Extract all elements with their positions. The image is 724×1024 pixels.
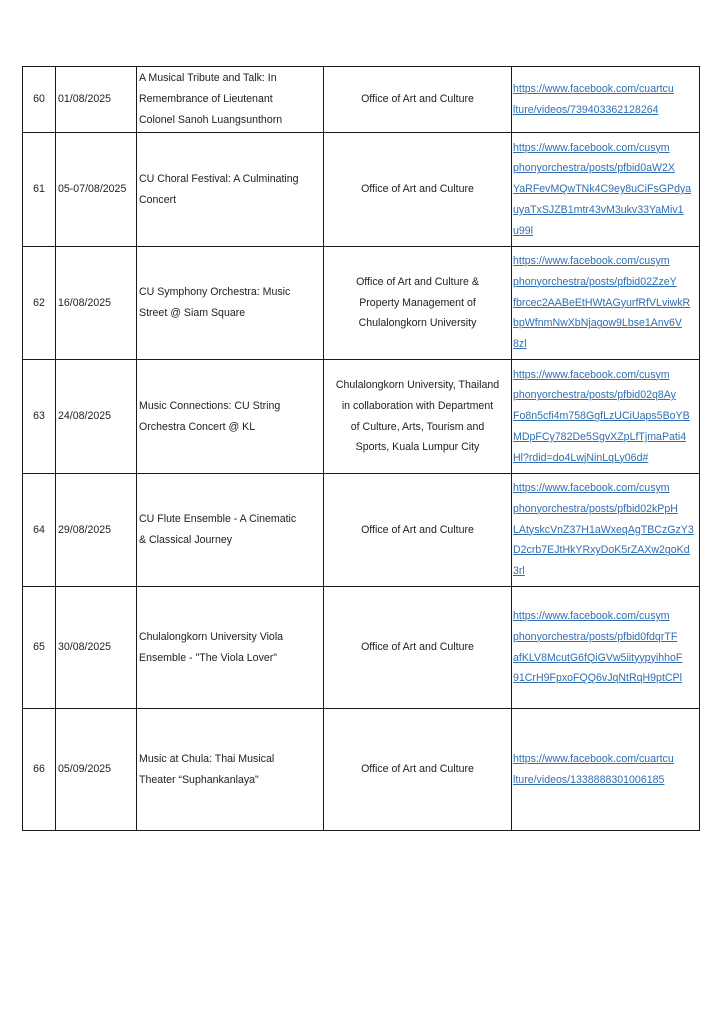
row-number-cell <box>23 247 56 360</box>
event-title-line: Chulalongkorn University Viola <box>139 630 284 643</box>
table-row <box>23 133 700 247</box>
organizer-line: Office of Art and Culture <box>361 763 474 776</box>
organizer-line: Sports, Kuala Lumpur City <box>355 441 480 454</box>
title-cell <box>137 474 324 587</box>
table-row <box>23 709 700 831</box>
organizer-line: Chulalongkorn University, Thailand <box>335 378 500 391</box>
row-number-cell <box>23 587 56 709</box>
organizer-cell <box>324 587 512 709</box>
title-cell <box>137 247 324 360</box>
date-cell <box>56 709 137 831</box>
row-number: 62 <box>33 296 45 309</box>
facebook-link[interactable]: u99l <box>513 224 534 237</box>
link-cell <box>512 67 700 133</box>
event-title-line: Ensemble - "The Viola Lover" <box>139 651 278 664</box>
organizer-cell <box>324 247 512 360</box>
link-cell <box>512 360 700 474</box>
row-number: 64 <box>33 523 45 536</box>
table-row <box>23 360 700 474</box>
facebook-link[interactable]: lture/videos/1338888301006185 <box>513 773 665 786</box>
facebook-link[interactable]: https://www.facebook.com/cusym <box>513 368 670 381</box>
event-title-line: A Musical Tribute and Talk: In <box>139 72 277 85</box>
row-number: 60 <box>33 93 45 106</box>
facebook-link[interactable]: bpWfnmNwXbNjagow9Lbse1Anv6V <box>513 317 682 330</box>
organizer-line: Office of Art and Culture <box>361 523 474 536</box>
event-title-line: Theater “Suphankanlaya" <box>139 773 259 786</box>
event-date: 16/08/2025 <box>58 296 112 309</box>
facebook-link[interactable]: phonyorchestra/posts/pfbid0aW2X <box>513 162 675 175</box>
date-cell <box>56 474 137 587</box>
title-cell <box>137 709 324 831</box>
row-number: 66 <box>33 763 45 776</box>
link-cell <box>512 709 700 831</box>
event-date: 24/08/2025 <box>58 410 112 423</box>
event-title-line: Concert <box>139 193 177 206</box>
facebook-link[interactable]: fbrcec2AABeEtHWtAGyurfRfVLviwkR <box>513 296 691 309</box>
link-cell <box>512 587 700 709</box>
date-cell <box>56 587 137 709</box>
organizer-line: Office of Art and Culture & <box>356 275 479 288</box>
event-date: 30/08/2025 <box>58 641 112 654</box>
organizer-line: in collaboration with Department <box>341 399 494 412</box>
table-row <box>23 474 700 587</box>
row-number-cell <box>23 360 56 474</box>
organizer-cell <box>324 133 512 247</box>
facebook-link[interactable]: 91CrH9FpxoFQQ6vJqNtRqH9ptCPl <box>513 672 682 685</box>
organizer-line: of Culture, Arts, Tourism and <box>350 420 485 433</box>
event-title-line: CU Symphony Orchestra: Music <box>139 286 291 299</box>
facebook-link[interactable]: phonyorchestra/posts/pfbid02q8Ay <box>513 389 676 402</box>
event-title-line: CU Choral Festival: A Culminating <box>139 172 299 185</box>
events-table-body <box>23 67 700 831</box>
table-row <box>23 67 700 133</box>
facebook-link[interactable]: https://www.facebook.com/cusym <box>513 141 670 154</box>
organizer-cell <box>324 360 512 474</box>
facebook-link[interactable]: https://www.facebook.com/cusym <box>513 255 670 267</box>
facebook-link[interactable]: lture/videos/739403362128264 <box>513 103 659 116</box>
date-cell <box>56 67 137 133</box>
row-number-cell <box>23 133 56 247</box>
facebook-link[interactable]: phonyorchestra/posts/pfbid0fdqrTF <box>513 630 678 643</box>
date-cell <box>56 247 137 360</box>
event-title-line: & Classical Journey <box>139 534 233 546</box>
event-date: 01/08/2025 <box>58 93 112 106</box>
event-title-line: CU Flute Ensemble - A Cinematic <box>139 513 297 526</box>
facebook-link[interactable]: https://www.facebook.com/cusym <box>513 482 670 494</box>
event-title-line: Orchestra Concert @ KL <box>139 420 256 433</box>
organizer-line: Office of Art and Culture <box>361 641 474 654</box>
facebook-link[interactable]: uyaTxSJZB1mtr43vM3ukv33YaMiv1 <box>513 203 684 216</box>
table-row <box>23 247 700 360</box>
title-cell <box>137 360 324 474</box>
row-number-cell <box>23 474 56 587</box>
event-title-line: Music at Chula: Thai Musical <box>139 752 275 765</box>
facebook-link[interactable]: afKLV8McutG6fQiGVw5iityypyihhoF <box>513 651 683 664</box>
organizer-cell <box>324 709 512 831</box>
organizer-line: Chulalongkorn University <box>358 317 477 330</box>
events-table <box>22 66 700 831</box>
event-date: 29/08/2025 <box>58 523 112 536</box>
title-cell <box>137 133 324 247</box>
link-cell <box>512 247 700 360</box>
date-cell <box>56 133 137 247</box>
facebook-link[interactable]: YaRFevMQwTNk4C9ey8uCiFsGPdya <box>513 183 692 196</box>
event-title-line: Remembrance of Lieutenant <box>139 93 273 106</box>
facebook-link[interactable]: 8zl <box>513 338 527 351</box>
row-number: 61 <box>33 183 45 196</box>
event-date: 05-07/08/2025 <box>58 183 127 196</box>
title-cell <box>137 587 324 709</box>
date-cell <box>56 360 137 474</box>
facebook-link[interactable]: https://www.facebook.com/cuartcu <box>513 752 674 765</box>
title-cell <box>137 67 324 133</box>
row-number: 65 <box>33 641 45 654</box>
facebook-link[interactable]: phonyorchestra/posts/pfbid02kPpH <box>513 502 678 515</box>
event-title-line: Colonel Sanoh Luangsunthorn <box>139 113 283 126</box>
facebook-link[interactable]: https://www.facebook.com/cusym <box>513 609 670 622</box>
organizer-cell <box>324 474 512 587</box>
facebook-link[interactable]: Fo8n5cfi4m758GgfLzUCiUaps5BoYB <box>513 410 690 423</box>
facebook-link[interactable]: phonyorchestra/posts/pfbid02ZzeY <box>513 275 677 288</box>
event-title-line: Street @ Siam Square <box>139 307 246 319</box>
row-number: 63 <box>33 410 45 423</box>
facebook-link[interactable]: Hl?rdid=do4LwjNinLqLy06d# <box>513 451 649 464</box>
event-title-line: Music Connections: CU String <box>139 399 281 412</box>
table-row <box>23 587 700 709</box>
organizer-cell <box>324 67 512 133</box>
facebook-link[interactable]: 3rl <box>513 565 525 578</box>
organizer-line: Property Management of <box>359 296 476 309</box>
organizer-line: Office of Art and Culture <box>361 183 474 196</box>
row-number-cell <box>23 67 56 133</box>
row-number-cell <box>23 709 56 831</box>
facebook-link[interactable]: LAtyskcVnZ37H1aWxeqAgTBCzGzY3 <box>513 523 694 536</box>
link-cell <box>512 133 700 247</box>
link-cell <box>512 474 700 587</box>
event-date: 05/09/2025 <box>58 763 112 776</box>
organizer-line: Office of Art and Culture <box>361 93 474 106</box>
facebook-link[interactable]: D2crb7EJtHkYRxyDoK5rZAXw2goKd <box>513 544 690 557</box>
facebook-link[interactable]: https://www.facebook.com/cuartcu <box>513 82 674 95</box>
facebook-link[interactable]: MDpFCy782De5SgvXZpLfTjmaPati4 <box>513 430 687 443</box>
